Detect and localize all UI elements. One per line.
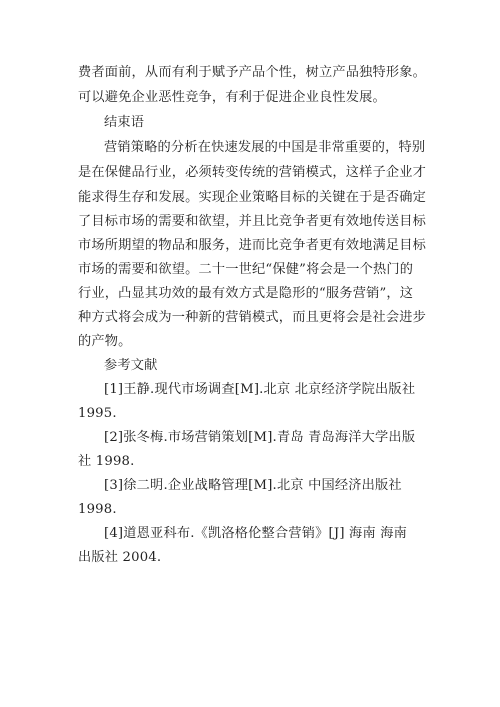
reference-entry-1-cont: 1995. — [78, 406, 117, 421]
reference-entry-2-cont: 社 1998. — [78, 454, 135, 469]
body-text-line: 了目标市场的需要和欲望，并且比竞争者更有效地传送目标 — [78, 214, 427, 229]
reference-entry-4-cont: 出版社 2004. — [78, 550, 162, 565]
references-heading: 参考文献 — [104, 358, 158, 373]
reference-entry-3-cont: 1998. — [78, 502, 117, 517]
body-text-line: 市场的需要和欲望。二十一世纪“保健”将会是一个热门的 — [78, 262, 414, 277]
reference-entry-4: [4]道恩亚科布.《凯洛格伦整合营销》[J] 海南 海南 — [104, 526, 407, 541]
body-text-line: 市场所期望的物品和服务，进而比竞争者更有效地满足目标 — [78, 238, 427, 253]
body-text-line: 费者面前，从而有利于赋予产品个性，树立产品独特形象。 — [78, 65, 427, 80]
body-text-line: 营销策略的分析在快速发展的中国是非常重要的，特别 — [104, 140, 426, 155]
reference-entry-3: [3]徐二明.企业战略管理[M].北京 中国经济出版社 — [104, 478, 402, 493]
reference-entry-2: [2]张冬梅.市场营销策划[M].青岛 青岛海洋大学出版 — [104, 430, 416, 445]
body-text-line: 是在保健品行业，必须转变传统的营销模式，这样子企业才 — [78, 165, 427, 180]
body-text-line: 种方式将会成为一种新的营销模式，而且更将会是社会进步 — [78, 310, 427, 325]
body-text-line: 的产物。 — [78, 334, 132, 349]
body-text-line: 能求得生存和发展。实现企业策略目标的关键在于是否确定 — [78, 190, 427, 205]
conclusion-heading: 结束语 — [104, 115, 145, 130]
body-text-line: 可以避免企业恶性竞争，有利于促进企业良性发展。 — [78, 90, 386, 105]
reference-entry-1: [1]王静.现代市场调查[M].北京 北京经济学院出版社 — [104, 382, 416, 397]
body-text-line: 行业，凸显其功效的最有效方式是隐形的“服务营销”，这 — [78, 286, 414, 301]
